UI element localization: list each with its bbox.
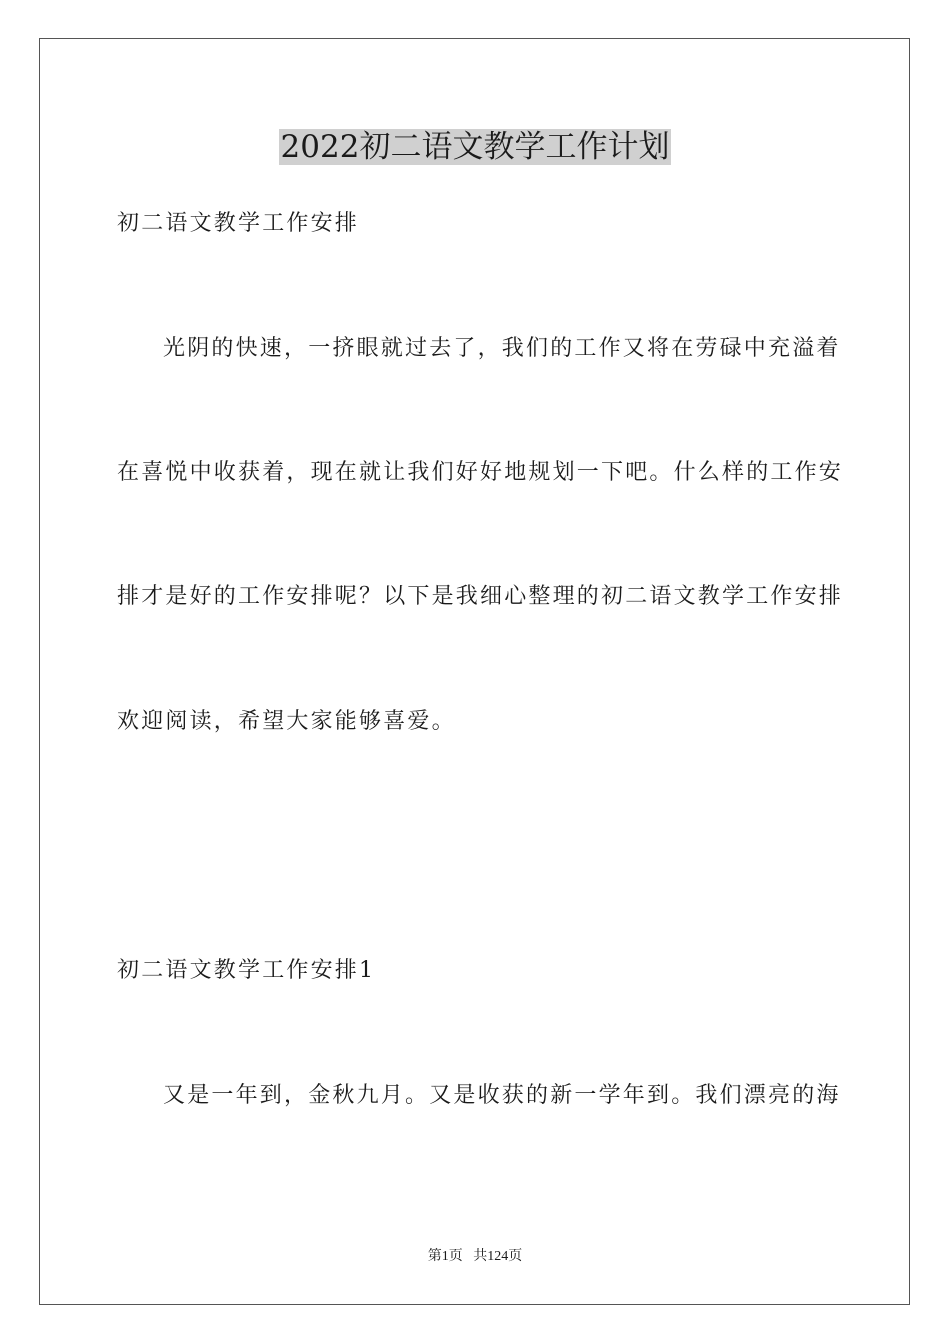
paragraph-line: 欢迎阅读，希望大家能够喜爱。 bbox=[117, 709, 456, 734]
document-title bbox=[0, 125, 950, 169]
section-heading: 初二语文教学工作安排1 bbox=[117, 958, 376, 983]
paragraph-line: 又是一年到，金秋九月。又是收获的新一学年到。我们漂亮的海 bbox=[163, 1083, 841, 1108]
paragraph-line: 光阴的快速，一挤眼就过去了，我们的工作又将在劳碌中充溢着 bbox=[163, 336, 841, 361]
page-footer: 第1页 共124页 bbox=[427, 1249, 523, 1264]
paragraph-line: 在喜悦中收获着，现在就让我们好好地规划一下吧。什么样的工作安 bbox=[117, 460, 844, 485]
section-heading: 初二语文教学工作安排 bbox=[117, 211, 360, 236]
document-title-text: 2022初二语文教学工作计划 bbox=[280, 129, 670, 165]
paragraph-line: 排才是好的工作安排呢？以下是我细心整理的初二语文教学工作安排 bbox=[117, 584, 844, 609]
